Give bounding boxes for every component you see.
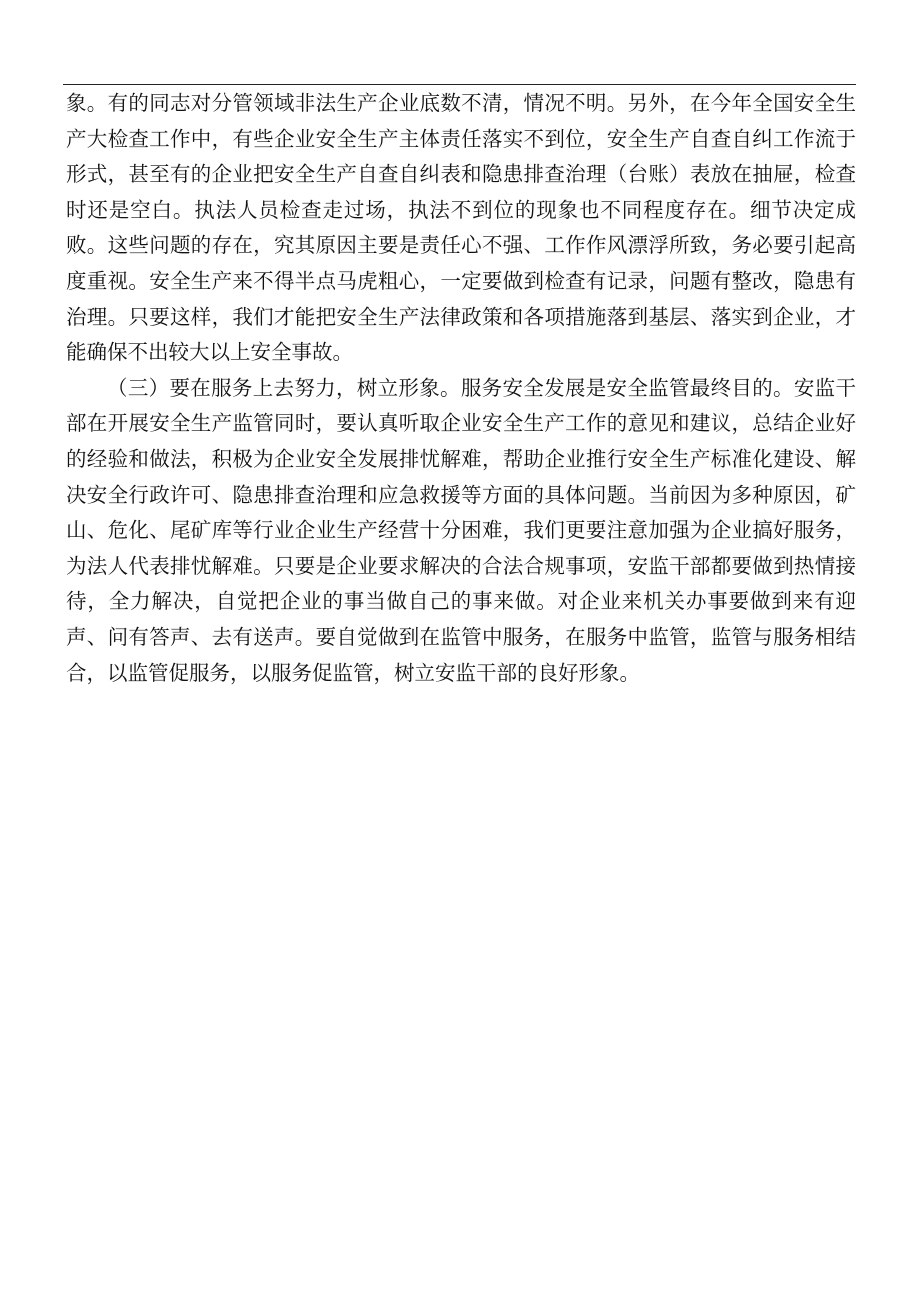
paragraph-continuation: 象。有的同志对分管领域非法生产企业底数不清，情况不明。另外，在今年全国安全生产大检查工作中，有些企业安全生产主体责任落实不到位，安全生产自查自纠工作流于形式，甚至有的企业把安全生产自查自纠表和隐患排查治理（台账）表放在抽屉，检查时还是空白。执法人员检查走过场，执法不到位的现象也不同程度存在。细节决定成败。这些问题的存在，究其原因主要是责任心不强、工作作风漂浮所致，务必要引起高度重视。安全生产来不得半点马虎粗心，一定要做到检查有记录，问题有整改，隐患有治理。只要这样，我们才能把安全生产法律政策和各项措施落到基层、落实到企业，才能确保不出较大以上安全事故。 — [66, 91, 856, 365]
paragraph-section-three: （三）要在服务上去努力，树立形象。服务安全发展是安全监管最终目的。安监干部在开展安全生产监管同时，要认真听取企业安全生产工作的意见和建议，总结企业好的经验和做法，积极为企业安全发展排忧解难，帮助企业推行安全生产标准化建设、解决安全行政许可、隐患排查治理和应急救援等方面的具体问题。当前因为多种原因，矿山、危化、尾矿库等行业企业生产经营十分困难，我们更要注意加强为企业搞好服务，为法人代表排忧解难。只要是企业要求解决的合法合规事项，安监干部都要做到热情接待，全力解决，自觉把企业的事当做自己的事来做。对企业来机关办事要做到来有迎声、问有答声、去有送声。要自觉做到在监管中服务，在服务中监管，监管与服务相结合，以监管促服务，以服务促监管，树立安监干部的良好形象。 — [66, 375, 856, 685]
header-rule — [63, 84, 856, 85]
document-body — [66, 86, 856, 691]
